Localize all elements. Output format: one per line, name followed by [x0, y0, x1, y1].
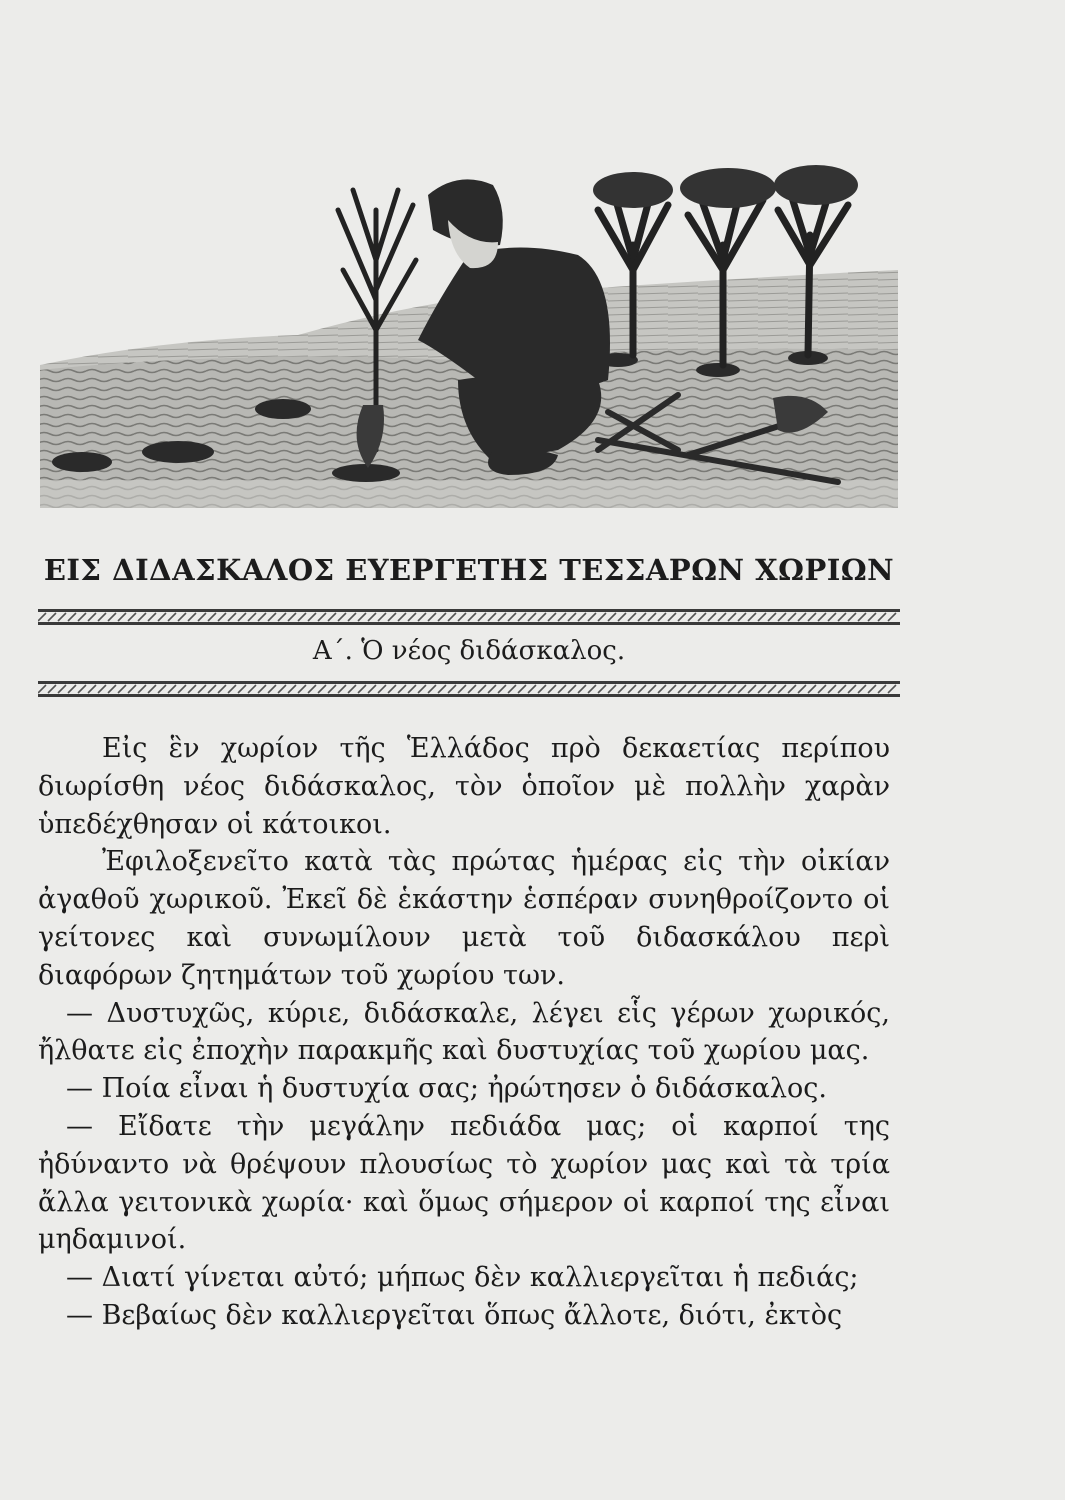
- section-title: Α΄. Ὁ νέος διδάσκαλος.: [312, 636, 626, 666]
- body-text: [38, 730, 890, 1335]
- paragraph: Ἐφιλοξενεῖτο κατὰ τὰς πρώτας ἡμέρας εἰς τὴν οἰκίαν ἀγαθοῦ χωρικοῦ. Ἐκεῖ δὲ ἑκάστην ἑσπέραν συνηθροίζοντο οἱ γείτονες καὶ συνωμίλουν μετὰ τοῦ διδασκάλου περὶ διαφόρων ζητημάτων τοῦ χωρίου των.: [38, 846, 890, 991]
- woodcut-boy-planting-tree-icon: [38, 150, 900, 512]
- paragraph: Εἰς ἓν χωρίον τῆς Ἑλλάδος πρὸ δεκαετίας περίπου διωρίσθη νέος διδάσκαλος, τὸν ὁποῖον μὲ πολλὴν χαρὰν ὑπεδέχθησαν οἱ κάτοικοι.: [38, 733, 890, 840]
- chapter-title: ΕΙΣ ΔΙΔΑΣΚΑΛΟΣ ΕΥΕΡΓΕΤΗΣ ΤΕΣΣΑΡΩΝ ΧΩΡΙΩΝ: [43, 553, 895, 588]
- dialog-line: — Ποία εἶναι ἡ δυστυχία σας; ἠρώτησεν ὁ διδάσκαλος.: [66, 1073, 827, 1105]
- dialog-line: — Διατί γίνεται αὐτό; μήπως δὲν καλλιεργεῖται ἡ πεδιάς;: [66, 1262, 859, 1294]
- dialog-line: — Βεβαίως δὲν καλλιεργεῖται ὅπως ἄλλοτε, διότι, ἐκτὸς: [66, 1299, 843, 1331]
- dialog-line: — Εἴδατε τὴν μεγάλην πεδιάδα μας; οἱ καρποί της ἠδύναντο νὰ θρέψουν πλουσίως τὸ χωρίον μας καὶ τὰ τρία ἄλλα γειτονικὰ χωρία· καὶ ὅμως σήμερον οἱ καρποί της εἶναι μηδαμινοί.: [38, 1110, 890, 1256]
- ornamental-rule-top: [38, 608, 900, 626]
- dialog-line: — Δυστυχῶς, κύριε, διδάσκαλε, λέγει εἷς γέρων χωρικός, ἤλθατε εἰς ἐποχὴν παρακμῆς καὶ δυστυχίας τοῦ χωρίου μας.: [38, 997, 890, 1067]
- illustration: [38, 150, 900, 512]
- ornamental-rule-bottom: [38, 680, 900, 698]
